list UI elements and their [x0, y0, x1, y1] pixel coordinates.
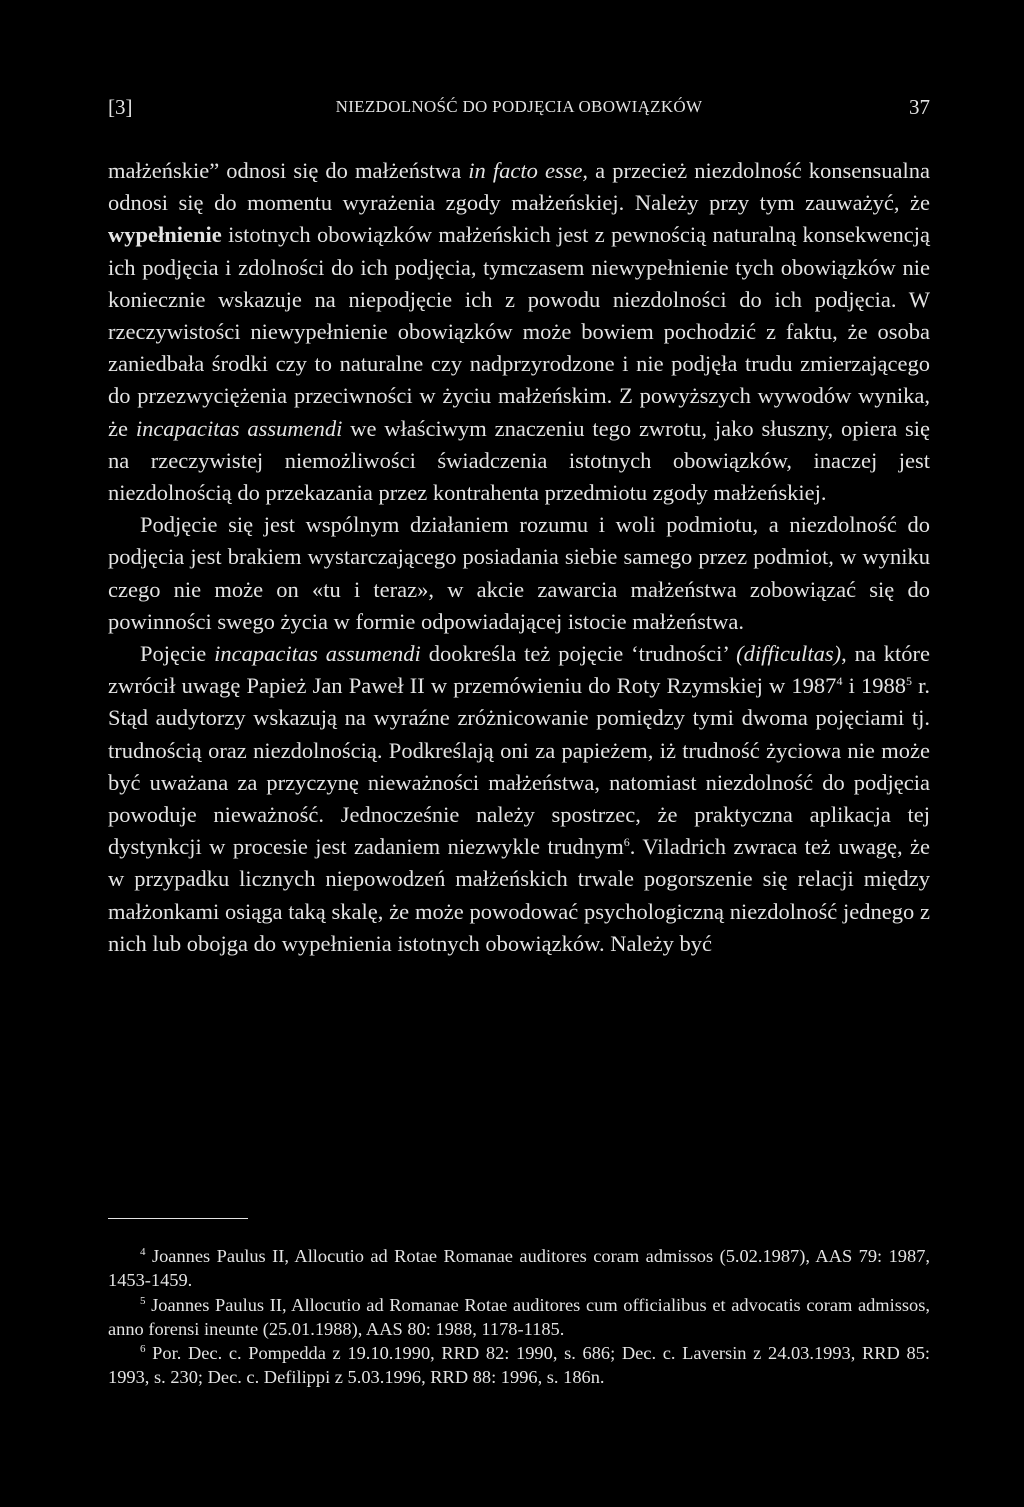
text-run: istotnych obowiązków małżeńskich jest z pewnością naturalną konsekwencją ich podjęcia i zdolności do ich podjęcia, tymczasem niewypełnienie tych obowiązków nie koniecznie wskazuje na niepodjęcie ich z powodu niezdolności do ich podjęcia. W rzeczywistości niewypełnienie obowiązków może bowiem pochodzić z faktu, że osoba zaniedbała środki czy to naturalne czy nadprzyrodzone i nie podjęła trudu zmierzającego do przezwyciężenia przeciwności w życiu małżeńskim. Z powyższych wywodów wynika, że [108, 222, 930, 441]
footnote-ref-5[interactable]: 5 [905, 674, 912, 689]
running-header [108, 92, 930, 122]
text-run: Pojęcie [140, 641, 215, 667]
text-run: , na które zwrócił uwagę Papież Jan Paweł II w przemówieniu do Roty Rzymskiej w 1987 [108, 641, 930, 699]
paragraph-2 [108, 509, 930, 638]
italic-term: in facto esse, [468, 158, 589, 183]
footnote-text: Por. Dec. c. Pompedda z 19.10.1990, RRD 82: 1990, s. 686; Dec. c. Laversin z 24.03.1993, RRD 85: 1993, s. 230; Dec. c. Defilippi z 5.03.1996, RRD 88: 1996, s. 186n. [108, 1343, 930, 1388]
paragraph-1 [108, 155, 930, 509]
italic-term: incapacitas assumendi [214, 641, 421, 667]
footnotes [108, 1244, 930, 1390]
footnote-4 [108, 1244, 930, 1293]
bold-term: wypełnienie [108, 222, 222, 248]
text-run: we właściwym znaczeniu tego zwrotu, jako słuszny, opiera się na rzeczywistej niemożliwości świadczenia istotnych obowiązków, inaczej jest niezdolnością do przekazania przez kontrahenta przedmiotu zgody małżeńskiej. [108, 415, 930, 506]
footnote-6 [108, 1341, 930, 1390]
footnote-5 [108, 1293, 930, 1342]
footnote-text: Joannes Paulus II, Allocutio ad Rotae Romanae auditores coram admissos (5.02.1987), AAS 79: 1987, 1453-1459. [108, 1246, 930, 1291]
text-run: dookreśla też pojęcie ‘trudności’ [420, 641, 737, 667]
paragraph-3 [108, 638, 930, 960]
italic-term: incapacitas assumendi [135, 415, 343, 441]
footnote-text: Joannes Paulus II, Allocutio ad Romanae Rotae auditores cum officialibus et advocatis coram admissos, anno forensi ineunte (25.01.1988), AAS 80: 1988, 1178-1185. [108, 1294, 930, 1339]
text-run: Podjęcie się jest wspólnym działaniem rozumu i woli podmiotu, a niezdolność do podjęcia jest brakiem wystarczającego posiadania siebie samego przez podmiot, w wyniku czego nie może on «tu i teraz», w akcie zawarcia małżeństwa zobowiązać się do powinności swego życia w formie odpowiadającej istocie małżeństwa. [108, 512, 930, 634]
footnote-number: 6 [140, 1343, 146, 1356]
text-run: a przecież niezdolność konsensualna odnosi się do momentu wyrażenia zgody małżeńskiej. Należy przy tym zauważyć, że [108, 158, 930, 216]
footnote-ref-4[interactable]: 4 [836, 674, 843, 689]
text-run: i 1988 [842, 673, 906, 699]
page-number: 37 [909, 95, 930, 119]
main-text [108, 155, 930, 960]
footnote-ref-6[interactable]: 6 [623, 835, 630, 850]
text-run: r. Stąd audytorzy wskazują na wyraźne zróżnicowanie pomiędzy tymi dwoma pojęciami tj. trudnością oraz niezdolnością. Podkreślają oni za papieżem, iż trudność życiowa nie może być uważana za przyczynę nieważności małżeństwa, natomiast niezdolność do podjęcia powoduje nieważność. Jednocześnie należy spostrzec, że praktyczna aplikacja tej dystynkcji w procesie jest zadaniem niezwykle trudnym [108, 673, 930, 860]
italic-term: (difficultas) [736, 641, 842, 667]
footnote-separator [108, 1218, 248, 1219]
text-run: małżeńskie” odnosi się do małżeństwa [108, 158, 469, 183]
running-title: NIEZDOLNOŚĆ DO PODJĘCIA OBOWIĄZKÓW [335, 97, 703, 116]
section-number: [3] [108, 95, 133, 119]
text-run: . Viladrich zwraca też uwagę, że w przypadku licznych niepowodzeń małżeńskich trwale pogorszenie się relacji między małżonkami osiąga taką skalę, że może powodować psychologiczną niezdolność jednego z nich lub obojga do wypełnienia istotnych obowiązków. Należy być [108, 834, 930, 956]
footnote-number: 4 [140, 1246, 146, 1258]
footnote-number: 5 [140, 1294, 146, 1307]
